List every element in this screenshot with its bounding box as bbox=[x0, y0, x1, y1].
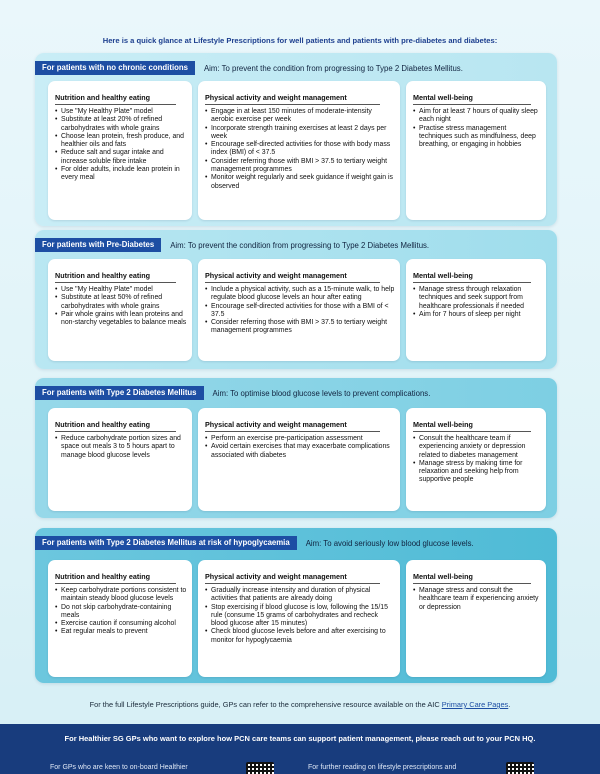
card-nutrition bbox=[48, 408, 192, 511]
card-title: Mental well-being bbox=[413, 93, 531, 105]
list-item: • Pair whole grains with lean proteins and non-starchy vegetables to balance meals bbox=[55, 311, 187, 328]
card-title: Physical activity and weight management bbox=[205, 93, 380, 105]
footer-onboard-text: For GPs who are keen to on-board Healthier bbox=[50, 764, 188, 771]
section-aim: Aim: To prevent the condition from progressing to Type 2 Diabetes Mellitus. bbox=[203, 63, 463, 73]
list-item: • Check blood glucose levels before and after exercising to monitor for hypoglycaemia bbox=[205, 628, 395, 645]
footer-reading-text: For further reading on lifestyle prescriptions and bbox=[308, 764, 457, 771]
section-tag: For patients with Type 2 Diabetes Mellitus at risk of hypoglycaemia bbox=[35, 536, 297, 550]
bullet-list bbox=[205, 286, 395, 336]
list-item: • Consult the healthcare team if experiencing anxiety or depression related to diabetes management bbox=[413, 435, 541, 460]
card-title: Physical activity and weight management bbox=[205, 271, 380, 283]
bullet-list bbox=[205, 587, 395, 645]
list-item: • Substitute at least 20% of refined carbohydrates with whole grains bbox=[55, 116, 187, 133]
qr-code-icon[interactable] bbox=[506, 762, 534, 774]
list-item: • Encourage self-directed activities for those with body mass index (BMI) of < 37.5 bbox=[205, 141, 395, 158]
bullet-list bbox=[413, 286, 541, 319]
footnote-end: . bbox=[508, 700, 511, 709]
section-aim: Aim: To avoid seriously low blood glucose levels. bbox=[305, 538, 474, 548]
list-item: • Monitor weight regularly and seek guidance if weight gain is observed bbox=[205, 174, 395, 191]
section-no-chronic-conditions bbox=[35, 53, 557, 226]
card-title: Physical activity and weight management bbox=[205, 420, 380, 432]
card-title: Mental well-being bbox=[413, 271, 531, 283]
bullet-list bbox=[413, 587, 541, 612]
primary-care-pages-link[interactable]: Primary Care Pages bbox=[441, 700, 509, 709]
list-item: • Aim for at least 7 hours of quality sleep each night bbox=[413, 108, 541, 125]
list-item: • Exercise caution if consuming alcohol bbox=[55, 620, 187, 628]
card-physical-activity bbox=[198, 259, 400, 361]
list-item: • Gradually increase intensity and duration of physical activities that patients are already doing bbox=[205, 587, 395, 604]
list-item: • Choose lean protein, fresh produce, and healthier oils and fats bbox=[55, 133, 187, 150]
section-header bbox=[35, 386, 430, 400]
bullet-list bbox=[413, 435, 541, 485]
list-item: • For older adults, include lean protein in every meal bbox=[55, 166, 187, 183]
list-item: • Reduce salt and sugar intake and increase soluble fibre intake bbox=[55, 149, 187, 166]
list-item: • Consider referring those with BMI > 37.5 to tertiary weight management programmes bbox=[205, 158, 395, 175]
list-item: • Perform an exercise pre-participation assessment bbox=[205, 435, 395, 443]
card-title: Mental well-being bbox=[413, 572, 531, 584]
list-item: • Include a physical activity, such as a 15-minute walk, to help regulate blood glucose levels an hour after eating bbox=[205, 286, 395, 303]
card-physical-activity bbox=[198, 408, 400, 511]
list-item: • Substitute at least 50% of refined carbohydrates with whole grains bbox=[55, 294, 187, 311]
qr-code-icon[interactable] bbox=[246, 762, 274, 774]
list-item: • Manage stress and consult the healthcare team if experiencing anxiety or depression bbox=[413, 587, 541, 612]
footnote bbox=[0, 700, 600, 709]
card-nutrition bbox=[48, 81, 192, 220]
bullet-list bbox=[205, 435, 395, 460]
card-title: Nutrition and healthy eating bbox=[55, 271, 176, 283]
card-title: Nutrition and healthy eating bbox=[55, 93, 176, 105]
card-physical-activity bbox=[198, 560, 400, 677]
bullet-list bbox=[55, 286, 187, 327]
card-nutrition bbox=[48, 560, 192, 677]
card-mental-wellbeing bbox=[406, 408, 546, 511]
section-header bbox=[35, 536, 474, 550]
card-title: Physical activity and weight management bbox=[205, 572, 380, 584]
section-aim: Aim: To prevent the condition from progressing to Type 2 Diabetes Mellitus. bbox=[170, 240, 430, 250]
card-mental-wellbeing bbox=[406, 560, 546, 677]
list-item: • Aim for 7 hours of sleep per night bbox=[413, 311, 541, 319]
card-nutrition bbox=[48, 259, 192, 361]
section-tag: For patients with Pre-Diabetes bbox=[35, 238, 161, 252]
list-item: • Stop exercising if blood glucose is low, following the 15/15 rule (consume 15 grams of carbohydrates and recheck blood glucose after 15 minutes) bbox=[205, 604, 395, 629]
card-title: Mental well-being bbox=[413, 420, 531, 432]
card-physical-activity bbox=[198, 81, 400, 220]
list-item: • Use "My Healthy Plate" model bbox=[55, 286, 187, 294]
bullet-list bbox=[55, 108, 187, 183]
bullet-list bbox=[55, 587, 187, 637]
card-mental-wellbeing bbox=[406, 81, 546, 220]
card-mental-wellbeing bbox=[406, 259, 546, 361]
list-item: • Manage stress by making time for relaxation and seeking help from supportive people bbox=[413, 460, 541, 485]
list-item: • Consider referring those with BMI > 37.5 to tertiary weight management programmes bbox=[205, 319, 395, 336]
section-hypoglycaemia-risk bbox=[35, 528, 557, 683]
section-pre-diabetes bbox=[35, 230, 557, 369]
list-item: • Use "My Healthy Plate" model bbox=[55, 108, 187, 116]
list-item: • Reduce carbohydrate portion sizes and space out meals 3 to 5 hours apart to manage blood glucose levels bbox=[55, 435, 187, 460]
footer-banner bbox=[0, 724, 600, 774]
list-item: • Do not skip carbohydrate-containing meals bbox=[55, 604, 187, 621]
bullet-list bbox=[55, 435, 187, 460]
list-item: • Engage in at least 150 minutes of moderate-intensity aerobic exercise per week bbox=[205, 108, 395, 125]
section-header bbox=[35, 238, 429, 252]
footnote-text: For the full Lifestyle Prescriptions guide, GPs can refer to the comprehensive resource available on the AIC bbox=[89, 700, 442, 709]
list-item: • Eat regular meals to prevent bbox=[55, 628, 187, 636]
section-header bbox=[35, 61, 463, 75]
list-item: • Avoid certain exercises that may exacerbate complications associated with diabetes bbox=[205, 443, 395, 460]
list-item: • Manage stress through relaxation techniques and seek support from healthcare professionals if needed bbox=[413, 286, 541, 311]
section-tag: For patients with Type 2 Diabetes Mellitus bbox=[35, 386, 204, 400]
bullet-list bbox=[413, 108, 541, 149]
footer-pcn-message: For Healthier SG GPs who want to explore how PCN care teams can support patient management, please reach out to your PCN HQ. bbox=[64, 734, 536, 743]
card-title: Nutrition and healthy eating bbox=[55, 572, 176, 584]
list-item: • Encourage self-directed activities for those with a BMI of < 37.5 bbox=[205, 303, 395, 320]
list-item: • Incorporate strength training exercises at least 2 days per week bbox=[205, 125, 395, 142]
section-tag: For patients with no chronic conditions bbox=[35, 61, 195, 75]
list-item: • Keep carbohydrate portions consistent to maintain steady blood glucose levels bbox=[55, 587, 187, 604]
section-type2-diabetes bbox=[35, 378, 557, 518]
list-item: • Practise stress management techniques such as mindfulness, deep breathing, or engaging in hobbies bbox=[413, 125, 541, 150]
section-aim: Aim: To optimise blood glucose levels to prevent complications. bbox=[212, 388, 431, 398]
bullet-list bbox=[205, 108, 395, 191]
card-title: Nutrition and healthy eating bbox=[55, 420, 176, 432]
intro-heading: Here is a quick glance at Lifestyle Prescriptions for well patients and patients with pre-diabetes and diabetes: bbox=[102, 36, 498, 45]
